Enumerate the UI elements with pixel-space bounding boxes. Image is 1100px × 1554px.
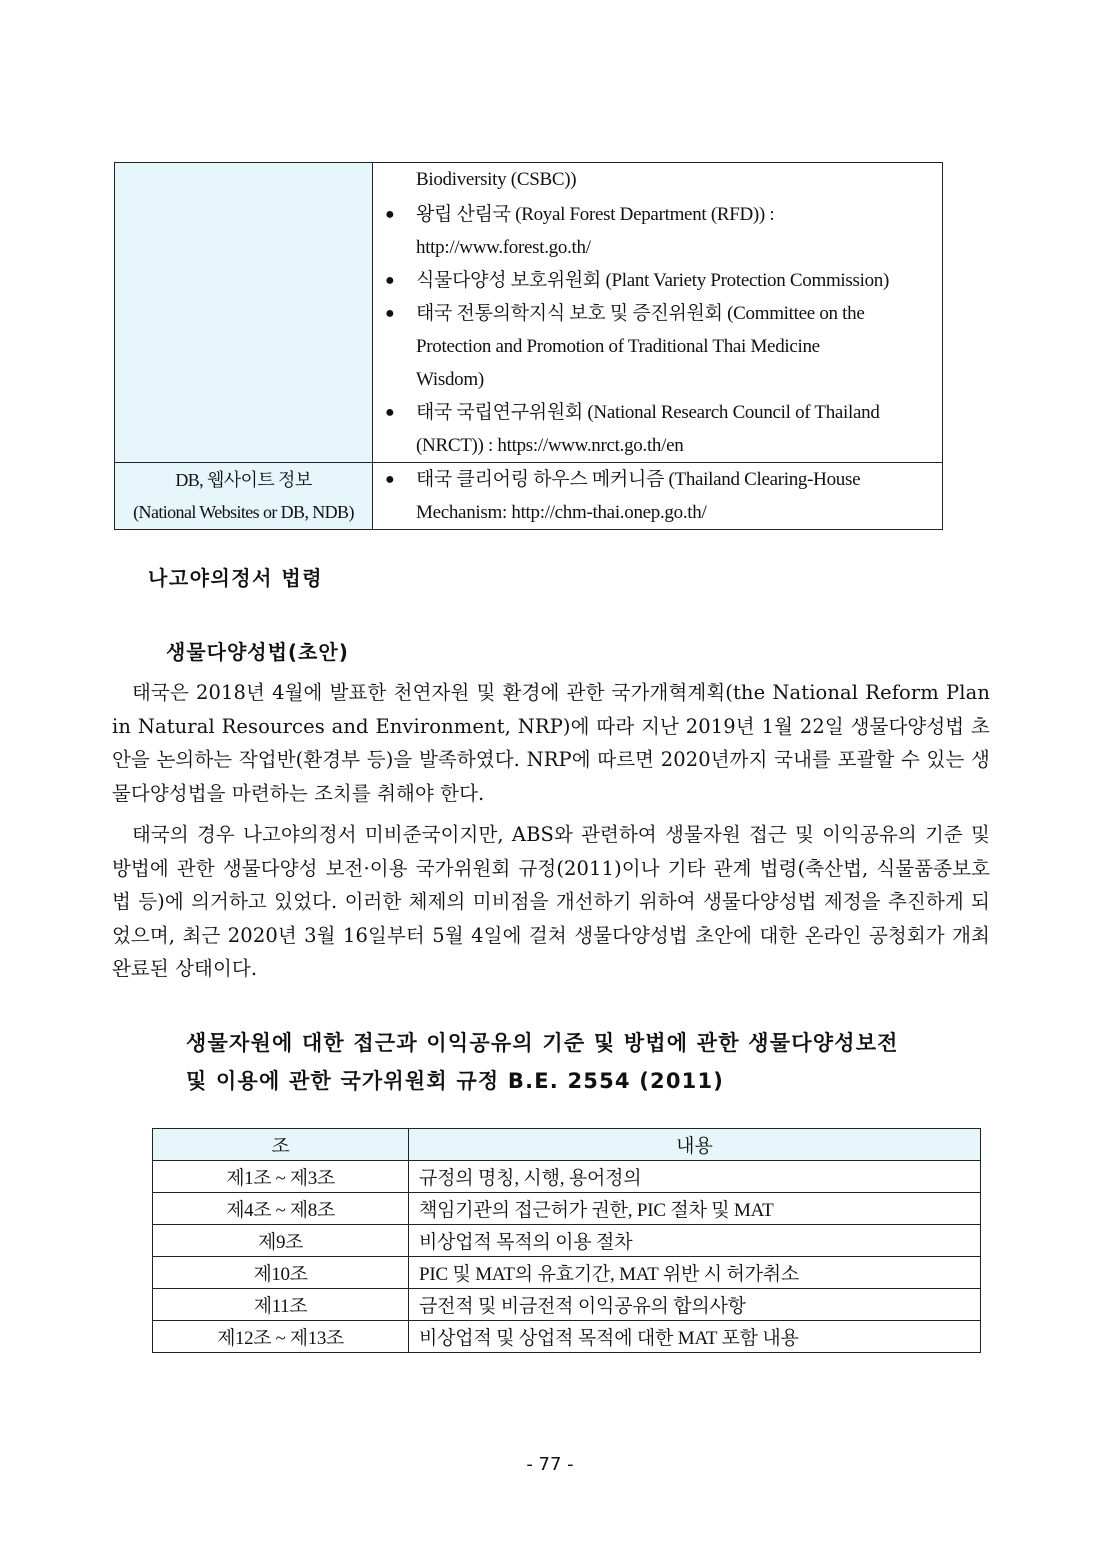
agency-list: [373, 463, 942, 496]
article-cell: 제11조: [153, 1289, 409, 1321]
list-item: ● 태국 전통의학지식 보호 및 증진위원회 (Committee on the: [373, 297, 942, 330]
agency-label-cell: [115, 463, 373, 530]
continuation-text: Wisdom): [416, 369, 484, 390]
table-row: [153, 1257, 981, 1289]
article-cell: 제1조 ~ 제3조: [153, 1161, 409, 1193]
regulation-heading-line: 생물자원에 대한 접근과 이익공유의 기준 및 방법에 관한 생물다양성보전: [186, 1031, 899, 1055]
content-cell: 책임기관의 접근허가 권한, PIC 절차 및 MAT: [409, 1193, 981, 1225]
article-cell: 제9조: [153, 1225, 409, 1257]
list-item: ● 왕립 산림국 (Royal Forest Department (RFD)) :: [373, 198, 942, 231]
label-line: DB, 웹사이트 정보: [175, 470, 312, 490]
bullet-icon: ●: [385, 404, 395, 421]
agency-content-cell: [373, 163, 943, 463]
agency-label-cell: [115, 163, 373, 463]
article-cell: 제4조 ~ 제8조: [153, 1193, 409, 1225]
agency-row: [115, 163, 943, 463]
body-paragraph: 태국의 경우 나고야의정서 미비준국이지만, ABS와 관련하여 생물자원 접근 및 이익공유의 기준 및 방법에 관한 생물다양성 보전·이용 국가위원회 규정(2011)이나 기타 관계 법령(축산법, 식물품종보호법 등)에 의거하고 있었다. 이러한 체제의 미비점을 개선하기 위하여 생물다양성법 제정을 추진하게 되었으며, 최근 2020년 3월 16일부터 5월 4일에 걸쳐 생물다양성법 초안에 대한 온라인 공청회가 개최 완료된 상태이다.: [112, 823, 990, 980]
list-item: ● 태국 국립연구위원회 (National Research Council of Thailand: [373, 396, 942, 429]
regulation-table: [152, 1128, 981, 1353]
content-cell: 비상업적 목적의 이용 절차: [409, 1225, 981, 1257]
content-cell: 비상업적 및 상업적 목적에 대한 MAT 포함 내용: [409, 1321, 981, 1353]
article-cell: 제10조: [153, 1257, 409, 1289]
table-row: [153, 1225, 981, 1257]
regulation-heading: [186, 1024, 996, 1100]
continuation-text: Mechanism: http://chm-thai.onep.go.th/: [416, 502, 707, 523]
subsection-heading: 생물다양성법(초안): [166, 640, 349, 664]
table-header-row: [153, 1129, 981, 1161]
content-cell: PIC 및 MAT의 유효기간, MAT 위반 시 허가취소: [409, 1257, 981, 1289]
column-header-content: 내용: [409, 1129, 981, 1161]
continuation-text: http://www.forest.go.th/: [416, 237, 591, 258]
bullet-icon: ●: [385, 471, 395, 488]
agency-list: [373, 196, 942, 231]
body-paragraph: 태국은 2018년 4월에 발표한 천연자원 및 환경에 관한 국가개혁계획(the National Reform Plan in Natural Resources and Environment, NRP)에 따라 지난 2019년 1월 22일 생물다양성법 초안을 논의하는 작업반(환경부 등)을 발족하였다. NRP에 따르면 2020년까지 국내를 포괄할 수 있는 생물다양성법을 마련하는 조치를 취해야 한다.: [112, 681, 990, 805]
continuation-text: Protection and Promotion of Traditional Thai Medicine: [416, 336, 820, 357]
agency-row: [115, 463, 943, 530]
agency-content-cell: [373, 463, 943, 530]
bullet-icon: ●: [385, 206, 395, 223]
page-number: - 77 -: [526, 1454, 574, 1475]
regulation-heading-line: 및 이용에 관한 국가위원회 규정 B.E. 2554 (2011): [186, 1069, 725, 1093]
content-cell: 금전적 및 비금전적 이익공유의 합의사항: [409, 1289, 981, 1321]
continuation-text: Biodiversity (CSBC)): [416, 169, 577, 190]
table-row: [153, 1161, 981, 1193]
article-cell: 제12조 ~ 제13조: [153, 1321, 409, 1353]
label-line: (National Websites or DB, NDB): [133, 502, 354, 522]
section-heading: 나고야의정서 법령: [148, 566, 324, 590]
column-header-article: 조: [153, 1129, 409, 1161]
table-row: [153, 1321, 981, 1353]
content-cell: 규정의 명칭, 시행, 용어정의: [409, 1161, 981, 1193]
bullet-icon: ●: [385, 272, 395, 289]
bullet-icon: ●: [385, 305, 395, 322]
agency-list: [373, 396, 942, 429]
agency-table: [114, 162, 943, 530]
table-row: [153, 1193, 981, 1225]
list-item: ● 태국 클리어링 하우스 메커니즘 (Thailand Clearing-House: [373, 463, 942, 496]
continuation-text: (NRCT)) : https://www.nrct.go.th/en: [416, 435, 684, 456]
list-item: ● 식물다양성 보호위원회 (Plant Variety Protection Commission): [373, 264, 942, 297]
agency-list: [373, 264, 942, 330]
table-row: [153, 1289, 981, 1321]
